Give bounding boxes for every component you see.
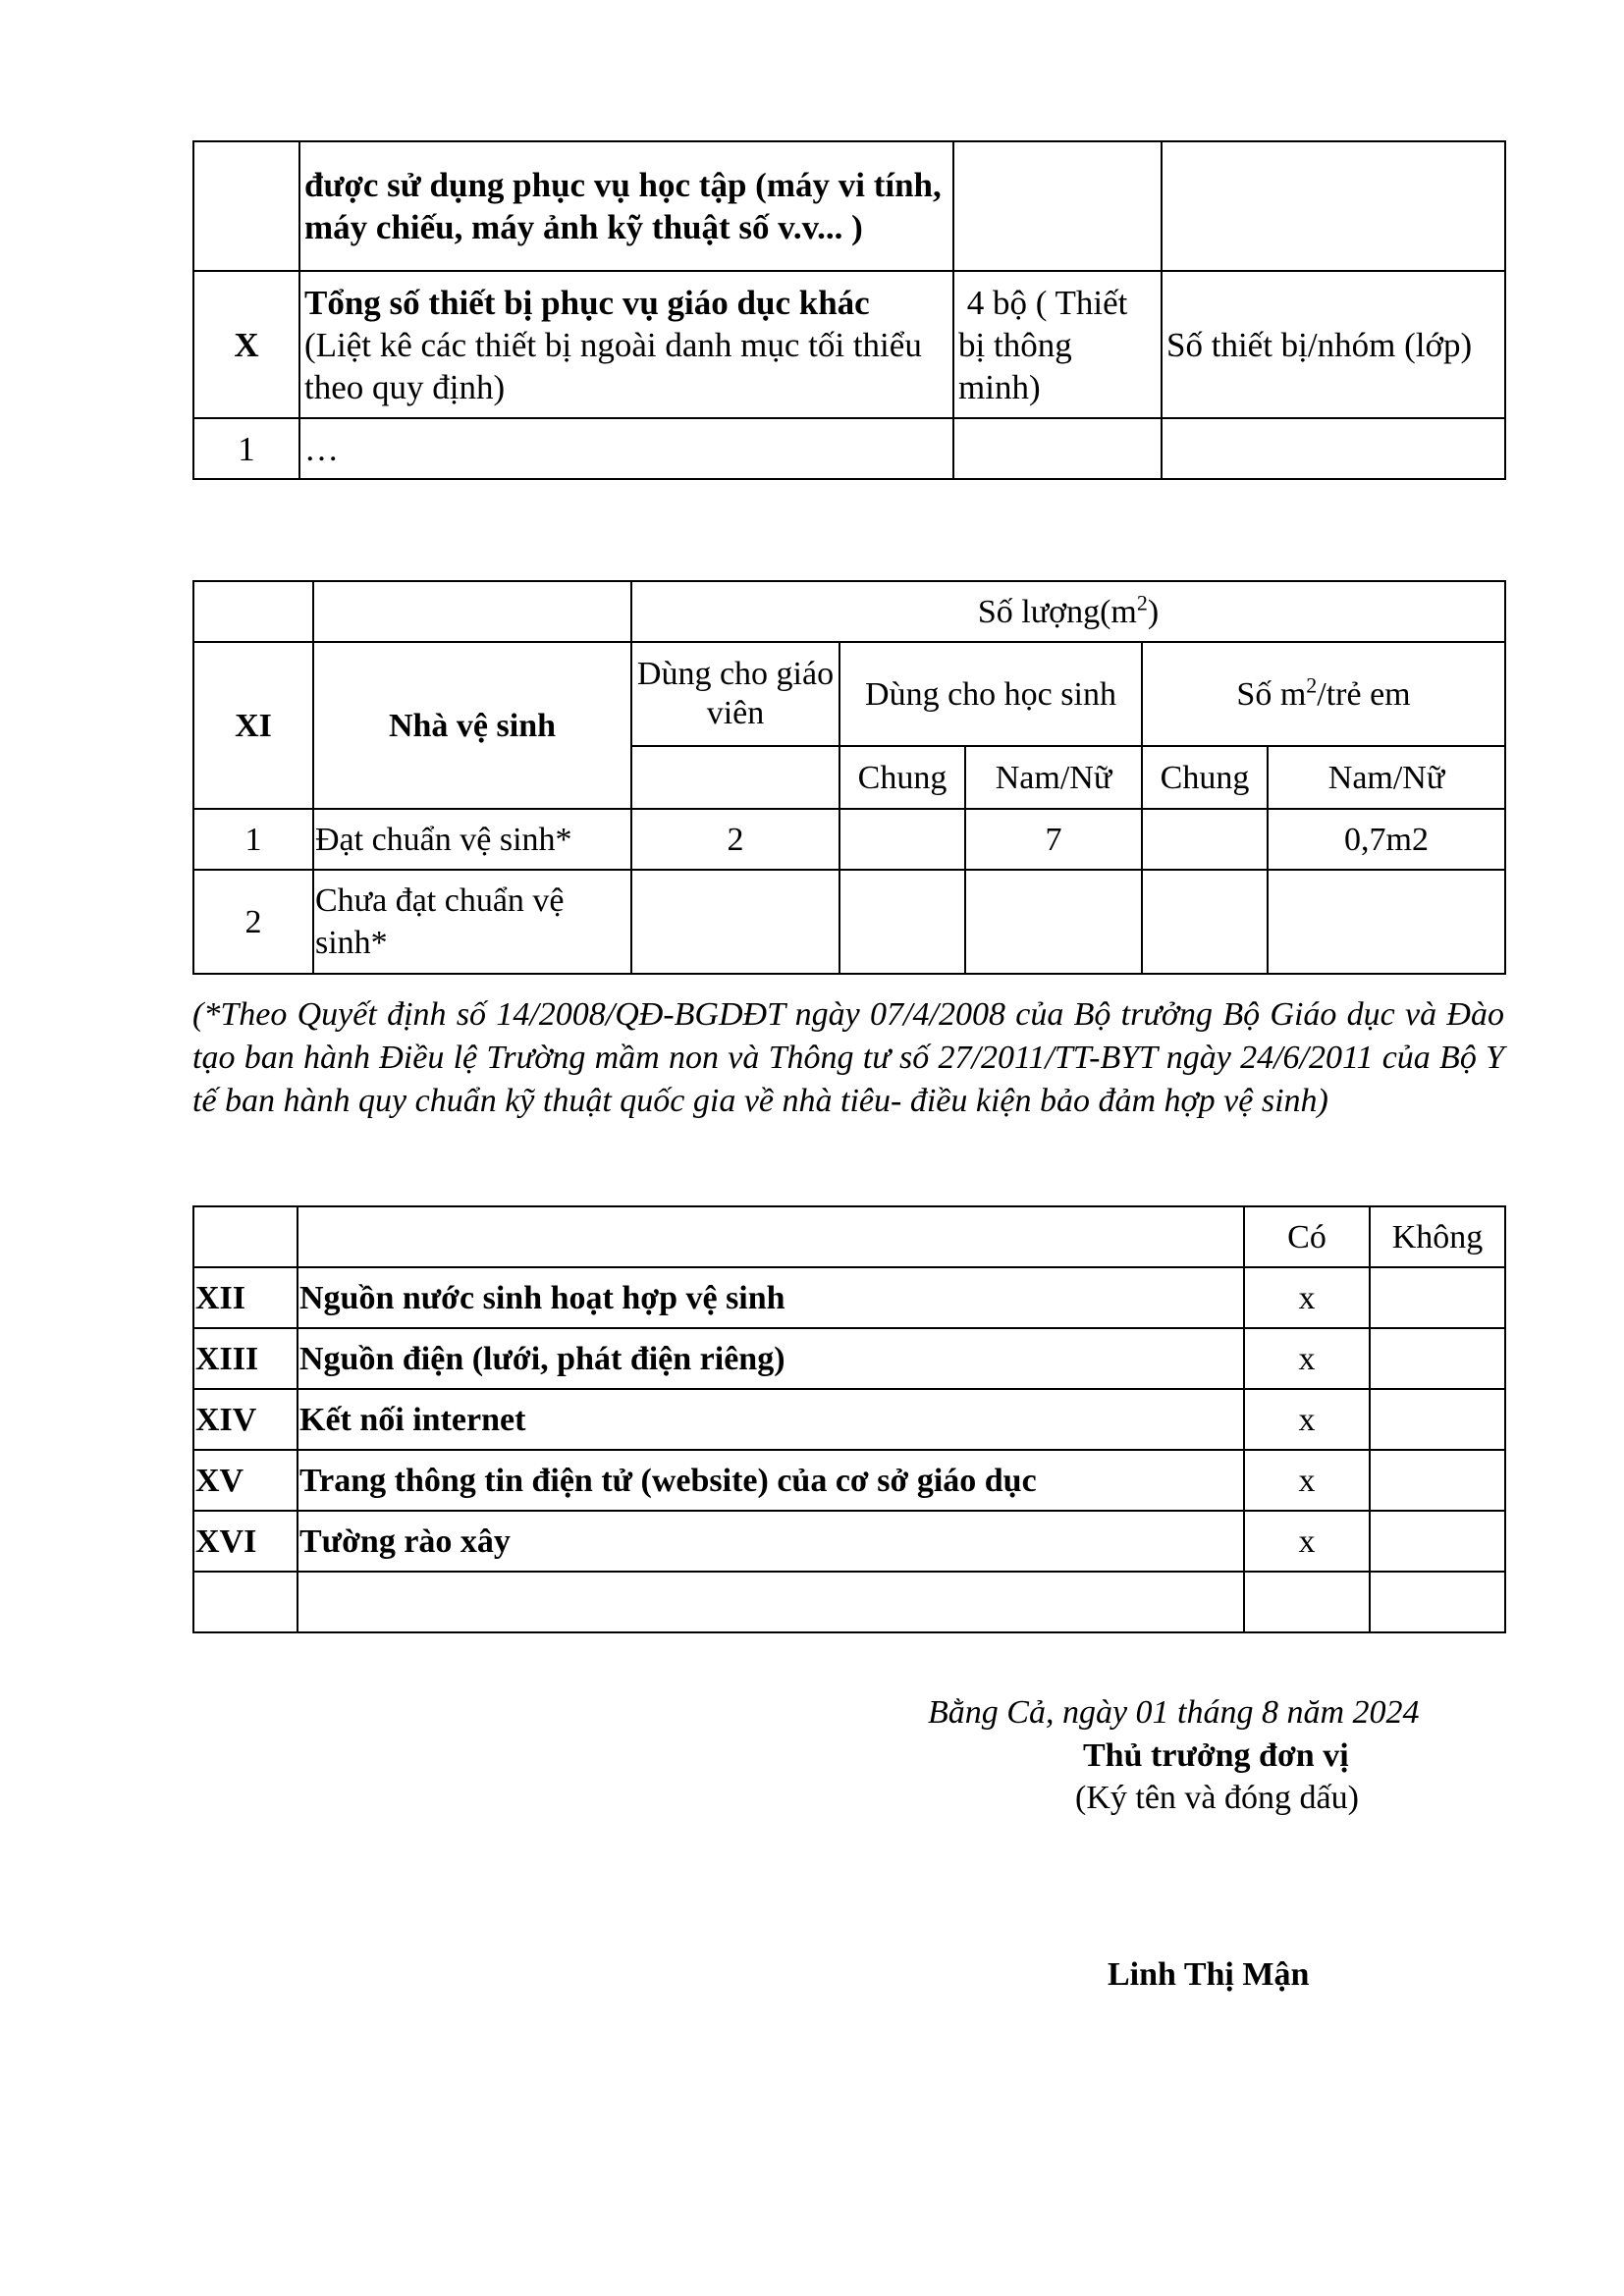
row-number: XIII <box>193 1328 298 1389</box>
cell-no <box>1370 1450 1505 1511</box>
row-number: 2 <box>193 870 313 974</box>
cell-student-common <box>839 809 965 870</box>
row-quantity <box>953 418 1162 479</box>
signature-instruction: (Ký tên và đóng dấu) <box>1075 1780 1359 1816</box>
row-unit <box>1162 418 1505 479</box>
facility-table <box>192 1205 1506 1633</box>
row-number: XVI <box>193 1511 298 1572</box>
header-teacher: Dùng cho giáo viên <box>631 642 839 746</box>
table-row <box>193 1511 1505 1572</box>
cell-no <box>1370 1389 1505 1450</box>
header-quantity: Số $lượng(m^2)$ <box>631 581 1505 642</box>
row-label: Trang thông tin điện tử (website) của cơ sở giáo dục <box>298 1450 1244 1511</box>
signature-place-date: Bằng Cả, ngày 01 tháng 8 năm 2024 <box>928 1694 1420 1731</box>
row-label: … <box>299 418 953 479</box>
footnote: (*Theo Quyết định số 14/2008/QĐ-BGDĐT ngày 07/4/2008 của Bộ trưởng Bộ Giáo dục và Đào tạo ban hành Điều lệ Trường mầm non và Thông tư số 27/2011/TT-BYT ngày 24/6/2011 của Bộ Y tế ban hành quy chuẩn kỹ thuật quốc gia về nhà tiêu- điều kiện bảo đảm hợp vệ sinh) <box>192 996 1504 1119</box>
row-label: Tường rào xây <box>298 1511 1244 1572</box>
toilet-table <box>192 580 1506 975</box>
row-number <box>193 141 299 271</box>
cell-no <box>1370 1267 1505 1328</box>
cell-yes: x <box>1244 1328 1370 1389</box>
cell-no <box>1370 1511 1505 1572</box>
section-number: XI <box>193 642 313 809</box>
cell-student-male-female <box>965 870 1142 974</box>
header-common: Chung <box>1142 746 1268 809</box>
row-label <box>299 271 953 418</box>
cell-no <box>1370 1572 1505 1632</box>
row-number: 1 <box>193 809 313 870</box>
row-number <box>193 1572 298 1632</box>
header-common: Chung <box>839 746 965 809</box>
cell-m2-common <box>1142 809 1268 870</box>
row-unit: Số thiết bị/nhóm (lớp) <box>1162 271 1505 418</box>
row-label-bold: Tổng số thiết bị phục vụ giáo dục khác <box>304 283 870 322</box>
row-label: Nguồn điện (lưới, phát điện riêng) <box>298 1328 1244 1389</box>
cell-student-male-female: 7 <box>965 809 1142 870</box>
cell-teacher: 2 <box>631 809 839 870</box>
row-label <box>298 1572 1244 1632</box>
row-label: Kết nối internet <box>298 1389 1244 1450</box>
row-label: Đạt chuẩn vệ sinh* <box>313 809 631 870</box>
table-row <box>193 1328 1505 1389</box>
header-yes: Có <box>1244 1206 1370 1267</box>
equipment-table <box>192 140 1506 480</box>
cell-m2-male-female: 0,7m2 <box>1268 809 1505 870</box>
signer-name: Linh Thị Mận <box>1108 1956 1310 1993</box>
table-row <box>193 870 1505 974</box>
cell-yes: x <box>1244 1389 1370 1450</box>
cell-no <box>1370 1328 1505 1389</box>
header-male-female: Nam/Nữ <box>1268 746 1505 809</box>
table-row <box>193 1389 1505 1450</box>
row-quantity: 4 bộ ( Thiết bị thông minh) <box>953 271 1162 418</box>
row-label: Nguồn nước sinh hoạt hợp vệ sinh <box>298 1267 1244 1328</box>
row-number: XII <box>193 1267 298 1328</box>
table-header-row <box>193 581 1505 642</box>
table-row <box>193 418 1505 479</box>
row-number: 1 <box>193 418 299 479</box>
header-male-female: Nam/Nữ <box>965 746 1142 809</box>
section-title: Nhà vệ sinh <box>313 642 631 809</box>
table-row <box>193 809 1505 870</box>
header-no: Không <box>1370 1206 1505 1267</box>
cell-yes: x <box>1244 1267 1370 1328</box>
cell-student-common <box>839 870 965 974</box>
cell-m2-male-female <box>1268 870 1505 974</box>
row-number: XIV <box>193 1389 298 1450</box>
signature-title: Thủ trưởng đơn vị <box>1083 1737 1349 1774</box>
row-quantity <box>953 141 1162 271</box>
cell-m2-common <box>1142 870 1268 974</box>
cell-yes: x <box>1244 1511 1370 1572</box>
table-row <box>193 1450 1505 1511</box>
table-row <box>193 1267 1505 1328</box>
table-row <box>193 1572 1505 1632</box>
cell-yes: x <box>1244 1450 1370 1511</box>
cell-teacher <box>631 870 839 974</box>
row-label <box>299 141 953 271</box>
row-number: X <box>193 271 299 418</box>
header-per-child: Số $m^2$/trẻ em <box>1142 642 1505 746</box>
row-label-bold: được sử dụng phục vụ học tập (máy vi tính, máy chiếu, máy ảnh kỹ thuật số v.v... ) <box>304 166 942 246</box>
header-student: Dùng cho học sinh <box>839 642 1142 746</box>
table-header-row <box>193 1206 1505 1267</box>
row-label: Chưa đạt chuẩn vệ sinh* <box>313 870 631 974</box>
cell-yes <box>1244 1572 1370 1632</box>
table-row <box>193 271 1505 418</box>
row-number: XV <box>193 1450 298 1511</box>
row-label-note: (Liệt kê các thiết bị ngoài danh mục tối thiểu theo quy định) <box>304 325 922 406</box>
table-header-row <box>193 642 1505 746</box>
row-unit <box>1162 141 1505 271</box>
table-row <box>193 141 1505 271</box>
